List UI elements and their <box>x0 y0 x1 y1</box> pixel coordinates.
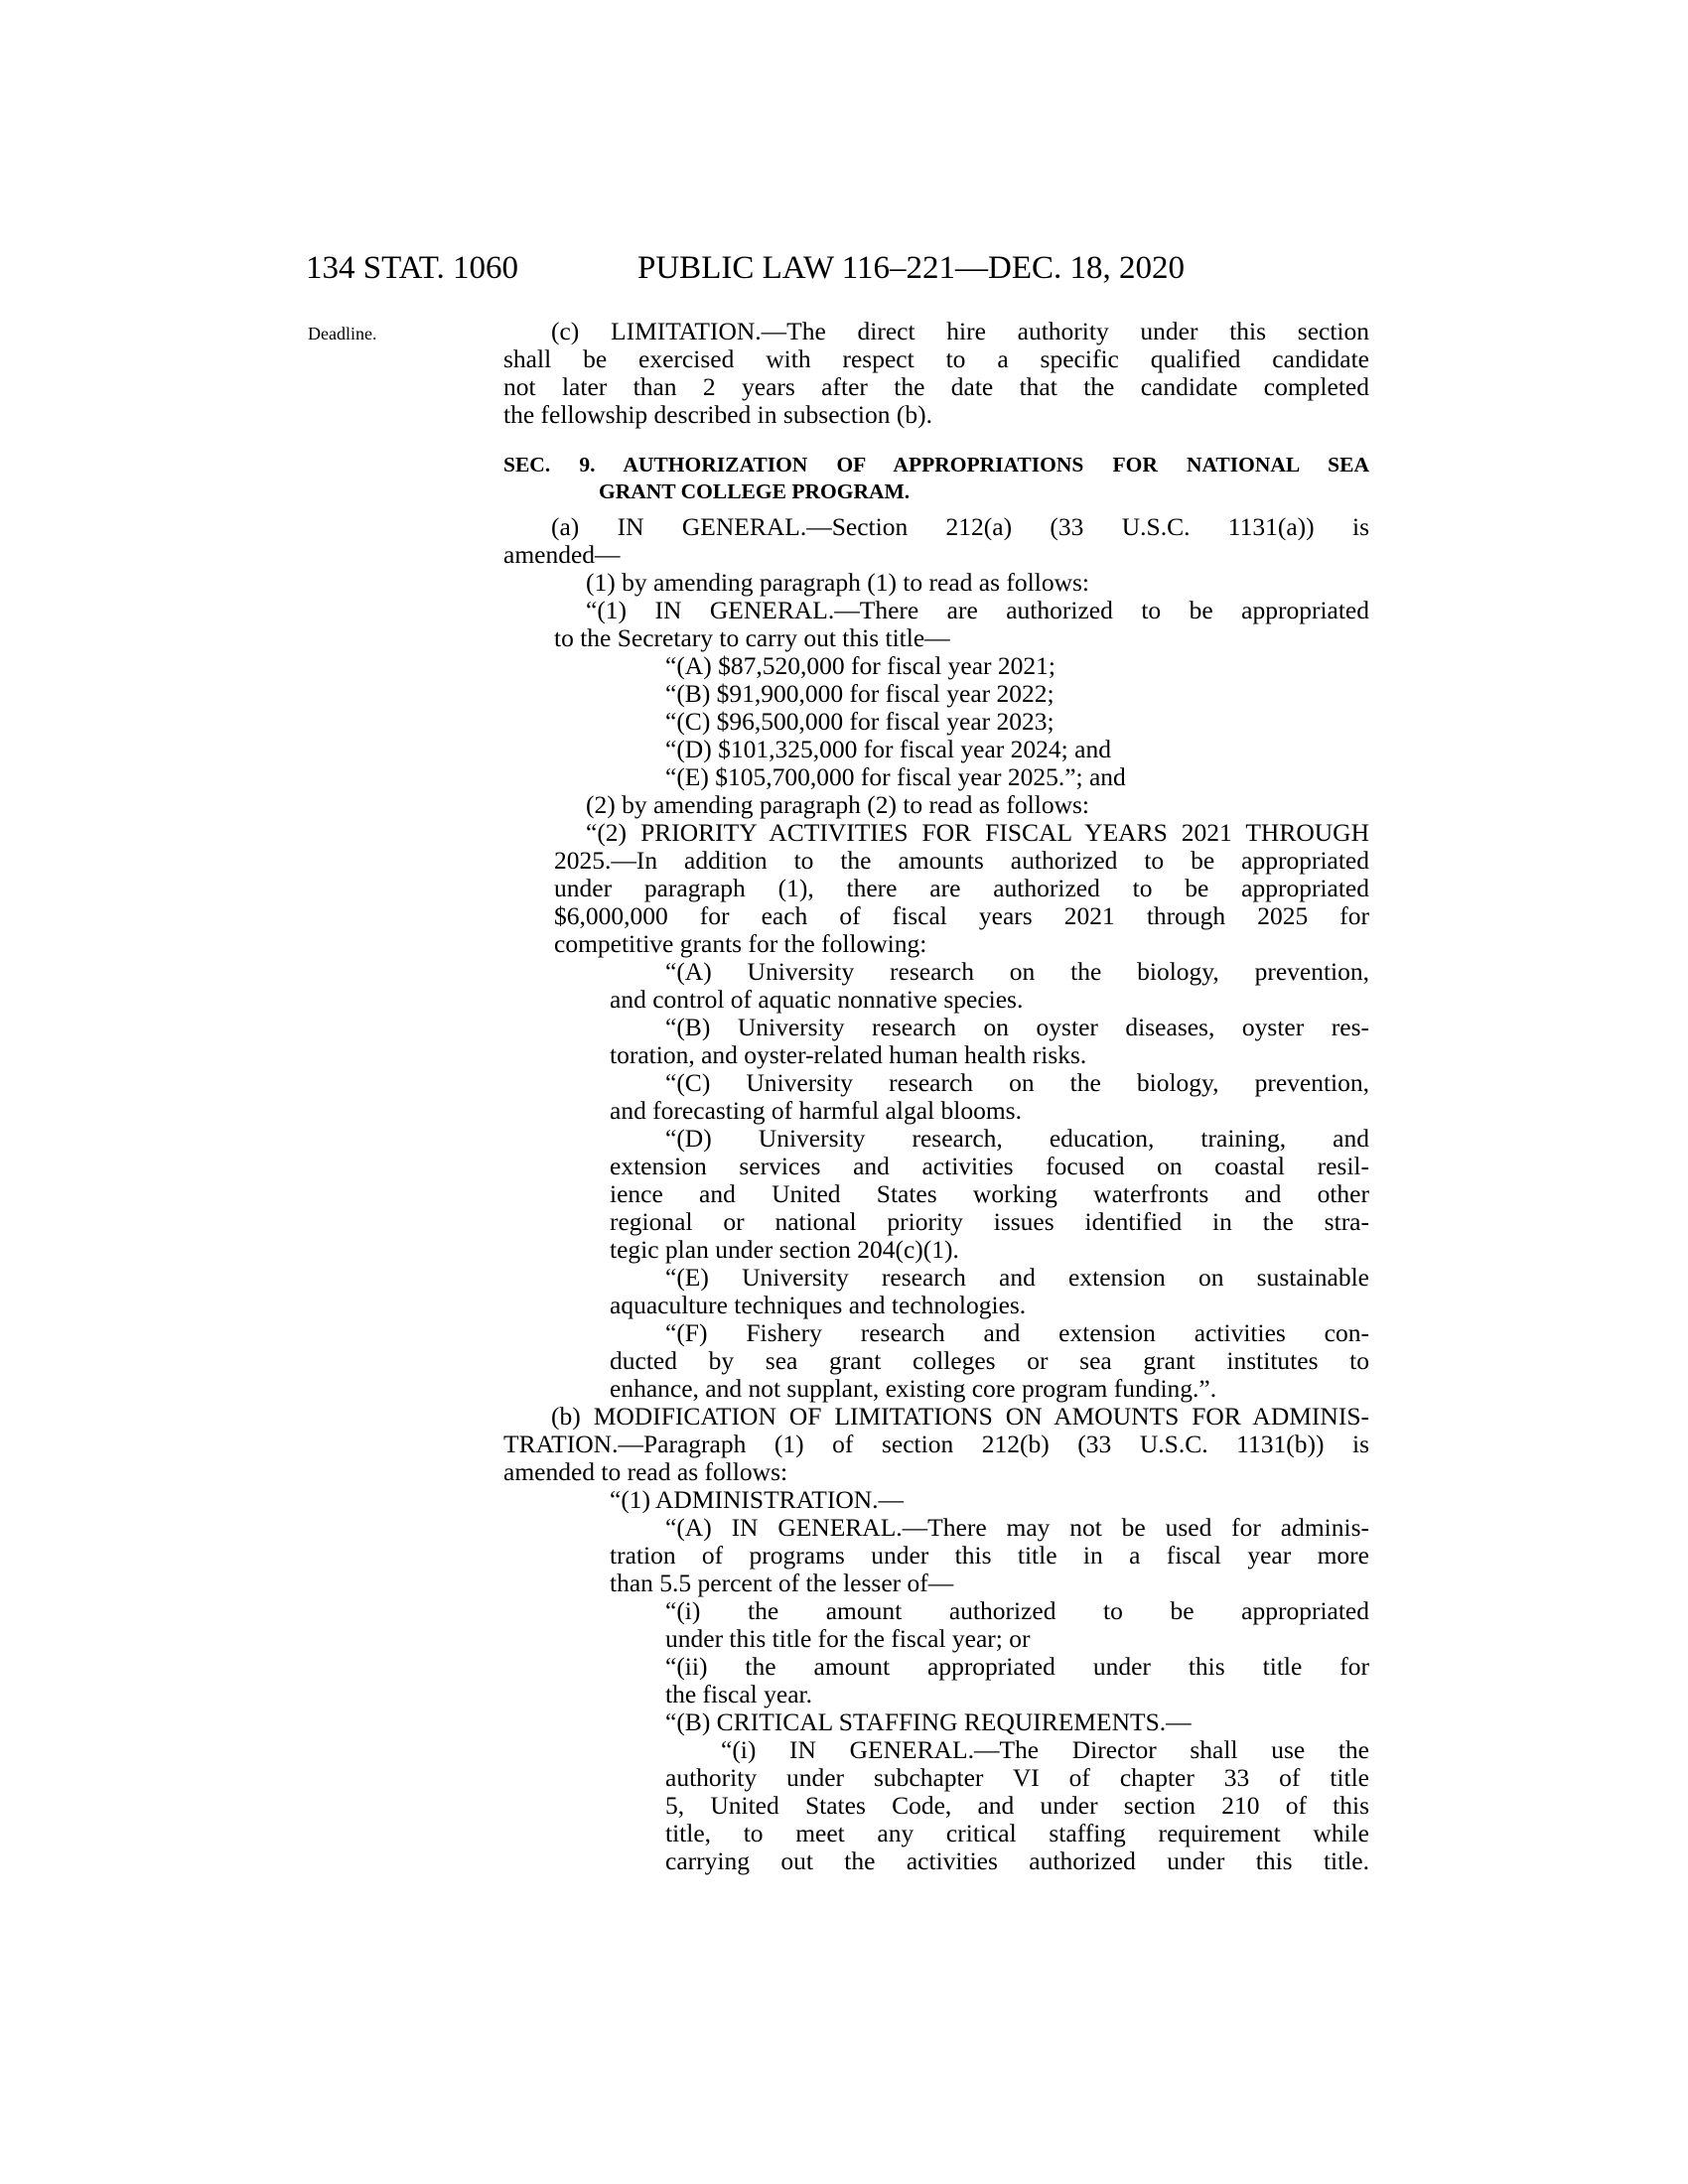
text-line: and forecasting of harmful algal blooms. <box>610 1096 1022 1125</box>
text-line: “(A) IN GENERAL.—There may not be used for adminis- <box>665 1513 1369 1542</box>
text-line: under paragraph (1), there are authorized to be appropriated <box>554 874 1369 902</box>
text-line: “(D) $101,325,000 for fiscal year 2024; and <box>665 735 1111 763</box>
margin-note-deadline: Deadline. <box>308 324 377 343</box>
text-line: shall be exercised with respect to a specific qualified candidate <box>503 344 1369 373</box>
text-line: ience and United States working waterfronts and other <box>610 1179 1369 1208</box>
statute-page-number: 134 STAT. 1060 <box>306 250 519 286</box>
section-heading-line: SEC. 9. AUTHORIZATION OF APPROPRIATIONS FOR NATIONAL SEA <box>503 453 1369 477</box>
text-line: (c) LIMITATION.—The direct hire authority under this section <box>551 317 1369 345</box>
text-line: authority under subchapter VI of chapter 33 of title <box>665 1763 1369 1792</box>
text-line: “(D) University research, education, training, and <box>665 1124 1369 1153</box>
text-line: amended— <box>503 540 621 569</box>
text-line: “(B) CRITICAL STAFFING REQUIREMENTS.— <box>665 1707 1192 1736</box>
text-line: not later than 2 years after the date that the candidate completed <box>503 372 1369 401</box>
text-line: to the Secretary to carry out this title— <box>554 623 950 652</box>
text-line: “(1) IN GENERAL.—There are authorized to be appropriated <box>586 596 1369 624</box>
text-line: “(F) Fishery research and extension activities con- <box>665 1318 1369 1347</box>
text-line: the fiscal year. <box>665 1680 812 1708</box>
text-line: “(B) University research on oyster diseases, oyster res- <box>665 1013 1369 1041</box>
text-line: ducted by sea grant colleges or sea grant institutes to <box>610 1346 1369 1375</box>
text-line: 5, United States Code, and under section 210 of this <box>665 1791 1369 1820</box>
text-line: competitive grants for the following: <box>554 929 927 958</box>
text-line: than 5.5 percent of the lesser of— <box>610 1569 954 1597</box>
text-line: aquaculture techniques and technologies. <box>610 1291 1027 1319</box>
text-line: $6,000,000 for each of fiscal years 2021 through 2025 for <box>554 901 1369 930</box>
text-line: amended to read as follows: <box>503 1457 788 1486</box>
text-line: “(B) $91,900,000 for fiscal year 2022; <box>665 679 1055 708</box>
text-line: (a) IN GENERAL.—Section 212(a) (33 U.S.C. 1131(a)) is <box>551 512 1369 541</box>
text-line: under this title for the fiscal year; or <box>665 1624 1031 1653</box>
text-line: tegic plan under section 204(c)(1). <box>610 1235 959 1264</box>
text-line: “(2) PRIORITY ACTIVITIES FOR FISCAL YEARS 2021 THROUGH <box>586 818 1369 847</box>
text-line: title, to meet any critical staffing requirement while <box>665 1819 1369 1847</box>
text-line: regional or national priority issues identified in the stra- <box>610 1207 1369 1236</box>
text-line: enhance, and not supplant, existing core program funding.”. <box>610 1374 1217 1403</box>
text-line: “(i) IN GENERAL.—The Director shall use the <box>721 1735 1369 1764</box>
text-line: (b) MODIFICATION OF LIMITATIONS ON AMOUNTS FOR ADMINIS- <box>551 1402 1369 1431</box>
text-line: (1) by amending paragraph (1) to read as follows: <box>586 568 1089 597</box>
text-line: “(C) $96,500,000 for fiscal year 2023; <box>665 707 1055 736</box>
text-line: carrying out the activities authorized under this title. <box>665 1846 1369 1875</box>
text-line: tration of programs under this title in a fiscal year more <box>610 1541 1369 1570</box>
text-line: “(C) University research on the biology, prevention, <box>665 1068 1369 1097</box>
text-line: “(A) $87,520,000 for fiscal year 2021; <box>665 651 1056 680</box>
text-line: “(1) ADMINISTRATION.— <box>610 1485 905 1514</box>
text-line: extension services and activities focused on coastal resil- <box>610 1152 1369 1180</box>
text-line: “(A) University research on the biology, prevention, <box>665 957 1369 986</box>
text-line: “(E) University research and extension on sustainable <box>665 1263 1369 1292</box>
page-header-title: PUBLIC LAW 116–221—DEC. 18, 2020 <box>637 250 1186 286</box>
text-line: the fellowship described in subsection (b). <box>503 400 932 429</box>
text-line: TRATION.—Paragraph (1) of section 212(b) (33 U.S.C. 1131(b)) is <box>503 1430 1369 1458</box>
text-line: “(i) the amount authorized to be appropriated <box>665 1596 1369 1625</box>
text-line: and control of aquatic nonnative species. <box>610 985 1024 1014</box>
section-heading-line: GRANT COLLEGE PROGRAM. <box>599 479 911 503</box>
text-line: toration, and oyster-related human health risks. <box>610 1040 1087 1069</box>
text-line: “(E) $105,700,000 for fiscal year 2025.”; and <box>665 762 1126 791</box>
text-line: “(ii) the amount appropriated under this title for <box>665 1652 1369 1681</box>
text-line: (2) by amending paragraph (2) to read as follows: <box>586 790 1089 819</box>
text-line: 2025.—In addition to the amounts authorized to be appropriated <box>554 846 1369 875</box>
